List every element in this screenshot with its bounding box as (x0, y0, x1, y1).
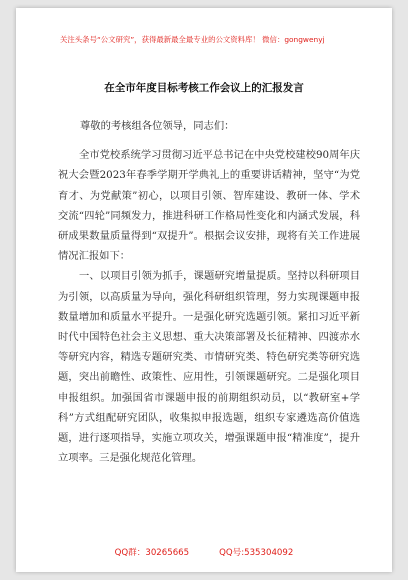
footer-qq-group: QQ群：30265665 (114, 548, 190, 558)
document-body (58, 116, 360, 468)
footer-qq-number: QQ号:535304092 (219, 548, 294, 558)
header-promo-text: 关注头条号“公文研究”，获得最新最全最专业的公文资料库！ 微信：gongwenyj (60, 35, 325, 44)
document-title: 在全市年度目标考核工作会议上的汇报发言 (104, 82, 304, 94)
paragraph: 一、以项目引领为抓手，课题研究增量提质。坚持以科研项目为引领，以高质量为导向，强化科研组织管理，努力实现课题申报数量增加和质量水平提升。一是强化研究选题引领。紧扣习近平新时代中国特色社会主义思想、重大决策部署及长征精神、四渡赤水等研究内容，精选专题研究类、市情研究类、特色研究类等研究选题，突出前瞻性、政策性、应用性，引领课题研究。二是强化项目申报组织。加强国省市课题申报的前期组织动员，以“教研室+学科”方式组配研究团队，收集拟申报选题，组织专家遴选高价值选题，进行逐项指导，实施立项攻关，增强课题申报“精准度”，提升立项率。三是强化规范化管理。 (58, 270, 360, 465)
document-page (16, 8, 392, 572)
paragraph: 全市党校系统学习贯彻习近平总书记在中央党校建校90周年庆祝大会暨2023年春季学期开学典礼上的重要讲话精神，坚守“为党育才、为党献策”初心，以项目引领、智库建设、教研一体、学术交流“四轮”同频发力，推进科研工作格局性变化和内涵式发展，科研成果数量质量得到“双提升”。根据会议安排，现将有关工作进展情况汇报如下： (58, 149, 360, 263)
footer-contact (16, 546, 392, 558)
salutation: 尊敬的考核组各位领导，同志们： (80, 120, 235, 132)
